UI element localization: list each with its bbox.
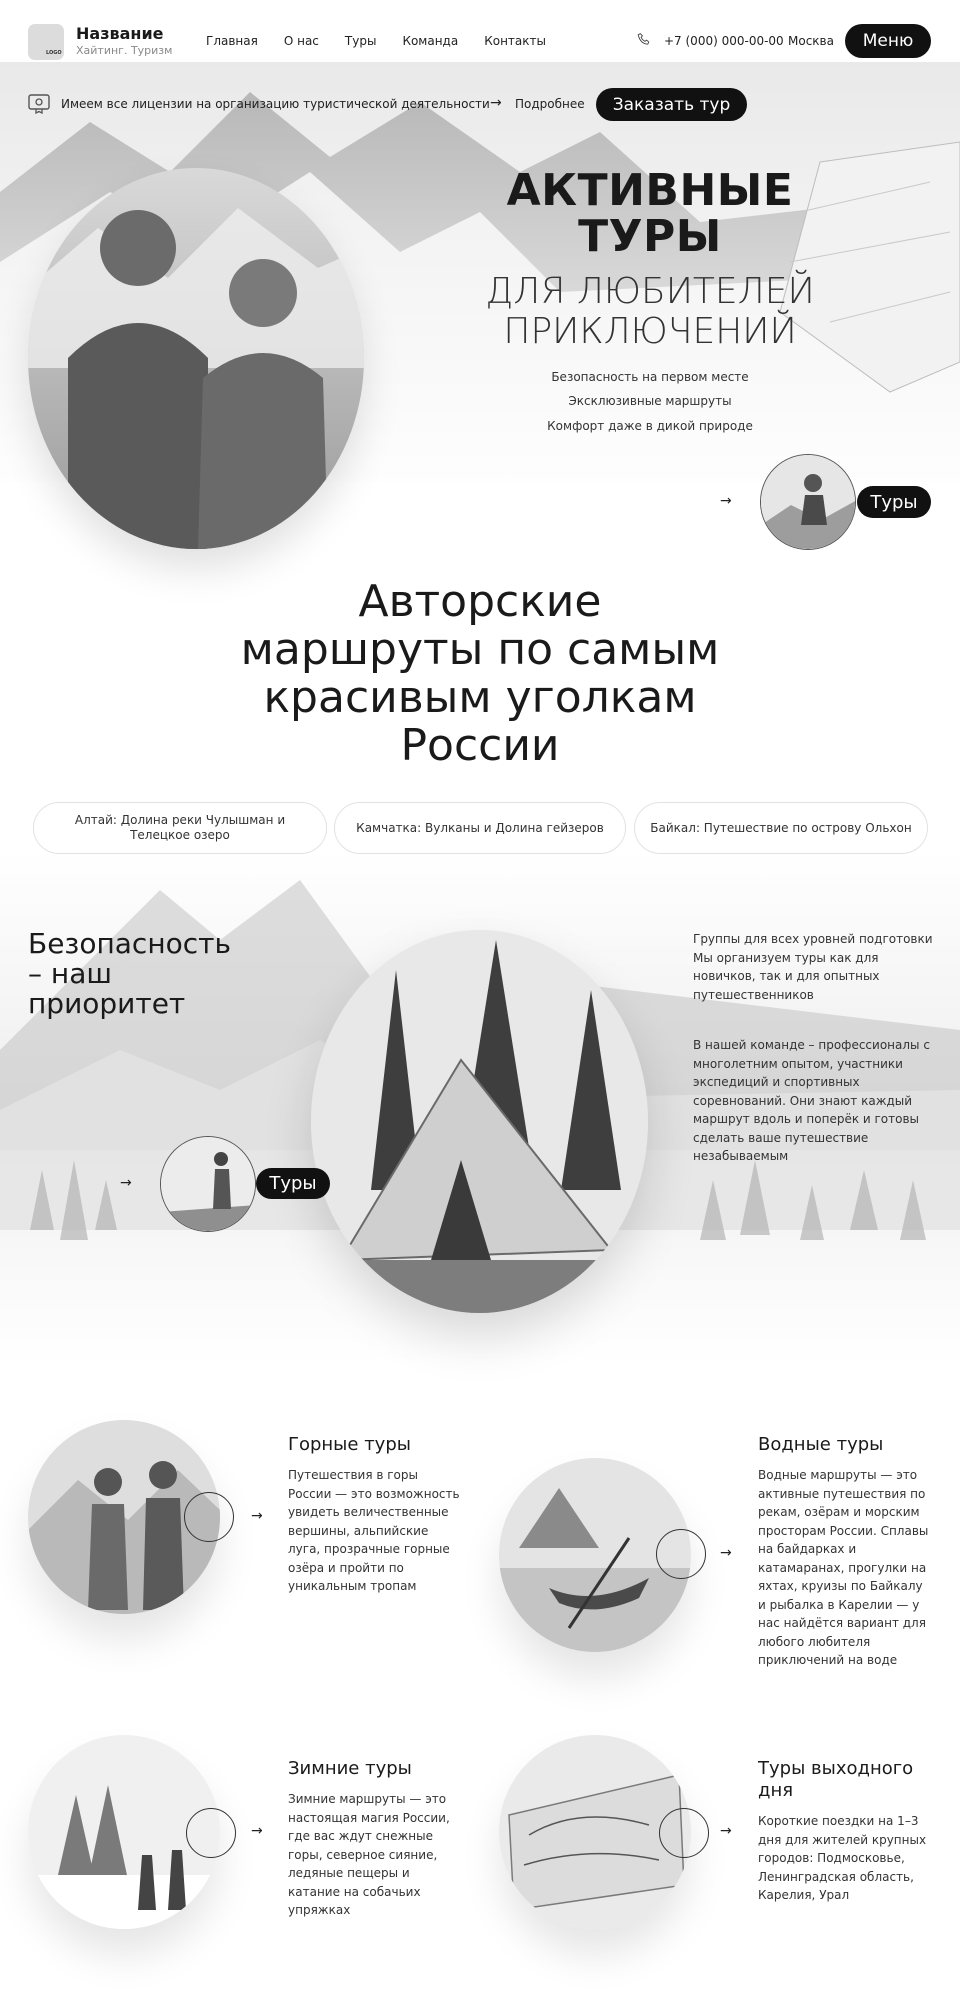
license-text: Имеем все лицензии на организацию туристической деятельности (61, 97, 490, 111)
hero-subtitle (440, 272, 860, 352)
safety-text-team: В нашей команде – профессионалы с многолетним опытом, участники экспедиций и спортивных соревнований. Они знают каждый маршрут вдоль и поперёк и готовы сделать ваше путешествие незабываемым (693, 1038, 930, 1163)
hero-hikers-photo (28, 168, 364, 549)
arrow-right-icon: → (490, 95, 502, 111)
card-title: Зимние туры (288, 1758, 412, 1779)
card-text: Путешествия в горы России — это возможность увидеть величественные вершины, альпийские луга, прозрачные горные озёра и пройти по уникальным тропам (288, 1468, 460, 1593)
card-ring[interactable] (656, 1529, 706, 1579)
phone-number[interactable]: +7 (000) 000-00-00 (664, 34, 784, 48)
card-ring[interactable] (659, 1808, 709, 1858)
routes-title (180, 578, 780, 770)
card-ring[interactable] (186, 1808, 236, 1858)
tours-button[interactable]: Туры (256, 1168, 330, 1199)
nav-item-about[interactable]: О нас (283, 34, 319, 48)
safety-text-groups: Группы для всех уровней подготовки Мы организуем туры как для новичков, так и для опытных путешественников (693, 932, 933, 1002)
nav-item-team[interactable]: Команда (402, 34, 459, 48)
card-ring[interactable] (184, 1492, 234, 1542)
brand-name: Название (76, 24, 164, 43)
order-tour-button[interactable]: Заказать тур (596, 88, 747, 121)
arrow-right-icon[interactable]: → (720, 1823, 732, 1839)
logo-text: LOGO (46, 50, 62, 56)
routes-title-line: Авторские (358, 576, 602, 627)
arrow-right-icon[interactable]: → (720, 1545, 732, 1561)
card-title: Водные туры (758, 1434, 884, 1455)
routes-title-line: маршруты по самым (240, 624, 720, 675)
routes-title-line: России (400, 720, 560, 771)
main-nav (206, 34, 546, 48)
hero-subtitle-line: ПРИКЛЮЧЕНИЙ (503, 311, 797, 352)
nav-item-tours[interactable]: Туры (344, 34, 377, 48)
safety-title-line: приоритет (28, 987, 186, 1020)
tent-photo (311, 930, 648, 1313)
license-icon (28, 94, 50, 114)
benefit-item: Безопасность на первом месте (551, 370, 749, 384)
safety-title (28, 929, 231, 1019)
benefit-item: Эксклюзивные маршруты (568, 394, 732, 408)
more-link[interactable]: Подробнее (515, 97, 585, 111)
hero-title (440, 165, 860, 262)
menu-button[interactable]: Меню (845, 24, 931, 58)
card-title: Туры выходного дня (758, 1758, 914, 1801)
logo[interactable] (28, 24, 64, 60)
route-chip[interactable]: Байкал: Путешествие по острову Ольхон (634, 802, 928, 854)
safety-title-line: Безопасность (28, 927, 231, 960)
route-chip[interactable]: Алтай: Долина реки Чулышман и Телецкое озеро (33, 802, 327, 854)
card-title: Горные туры (288, 1434, 411, 1455)
benefit-item: Комфорт даже в дикой природе (547, 419, 753, 433)
phone-icon (636, 32, 652, 48)
routes-title-line: красивым уголкам (263, 672, 697, 723)
card-text: Зимние маршруты — это настоящая магия России, где вас ждут снежные горы, северное сияние, ледяные пещеры и катание на собачьих упряжках (288, 1792, 450, 1917)
tours-thumbnail[interactable] (160, 1136, 256, 1232)
tours-button[interactable]: Туры (857, 486, 931, 518)
hero-title-line: АКТИВНЫЕ (506, 165, 794, 216)
hero-title-line: ТУРЫ (578, 211, 722, 262)
arrow-right-icon: → (120, 1175, 132, 1191)
card-text: Водные маршруты — это активные путешествия по рекам, озёрам и морским просторам России. Сплавы на байдарках и катамаранах, прогулки на яхтах, круизы по Байкалу и рыбалка в Карелии — у нас найдётся вариант для любого любителя приключений на воде (758, 1468, 929, 1667)
brand-tagline: Хайтинг. Туризм (76, 44, 173, 57)
nav-item-home[interactable]: Главная (206, 34, 258, 48)
card-text: Короткие поездки на 1–3 дня для жителей крупных городов: Подмосковье, Ленинградская область, Карелия, Урал (758, 1814, 927, 1902)
arrow-right-icon: → (720, 493, 732, 509)
tours-thumbnail[interactable] (760, 454, 856, 550)
safety-title-line: – наш (28, 957, 112, 990)
city-selector[interactable]: Москва (788, 34, 834, 48)
hero-subtitle-line: ДЛЯ ЛЮБИТЕЛЕЙ (485, 271, 815, 312)
arrow-right-icon[interactable]: → (251, 1823, 263, 1839)
arrow-right-icon[interactable]: → (251, 1508, 263, 1524)
nav-item-contacts[interactable]: Контакты (484, 34, 546, 48)
route-chip[interactable]: Камчатка: Вулканы и Долина гейзеров (334, 802, 626, 854)
